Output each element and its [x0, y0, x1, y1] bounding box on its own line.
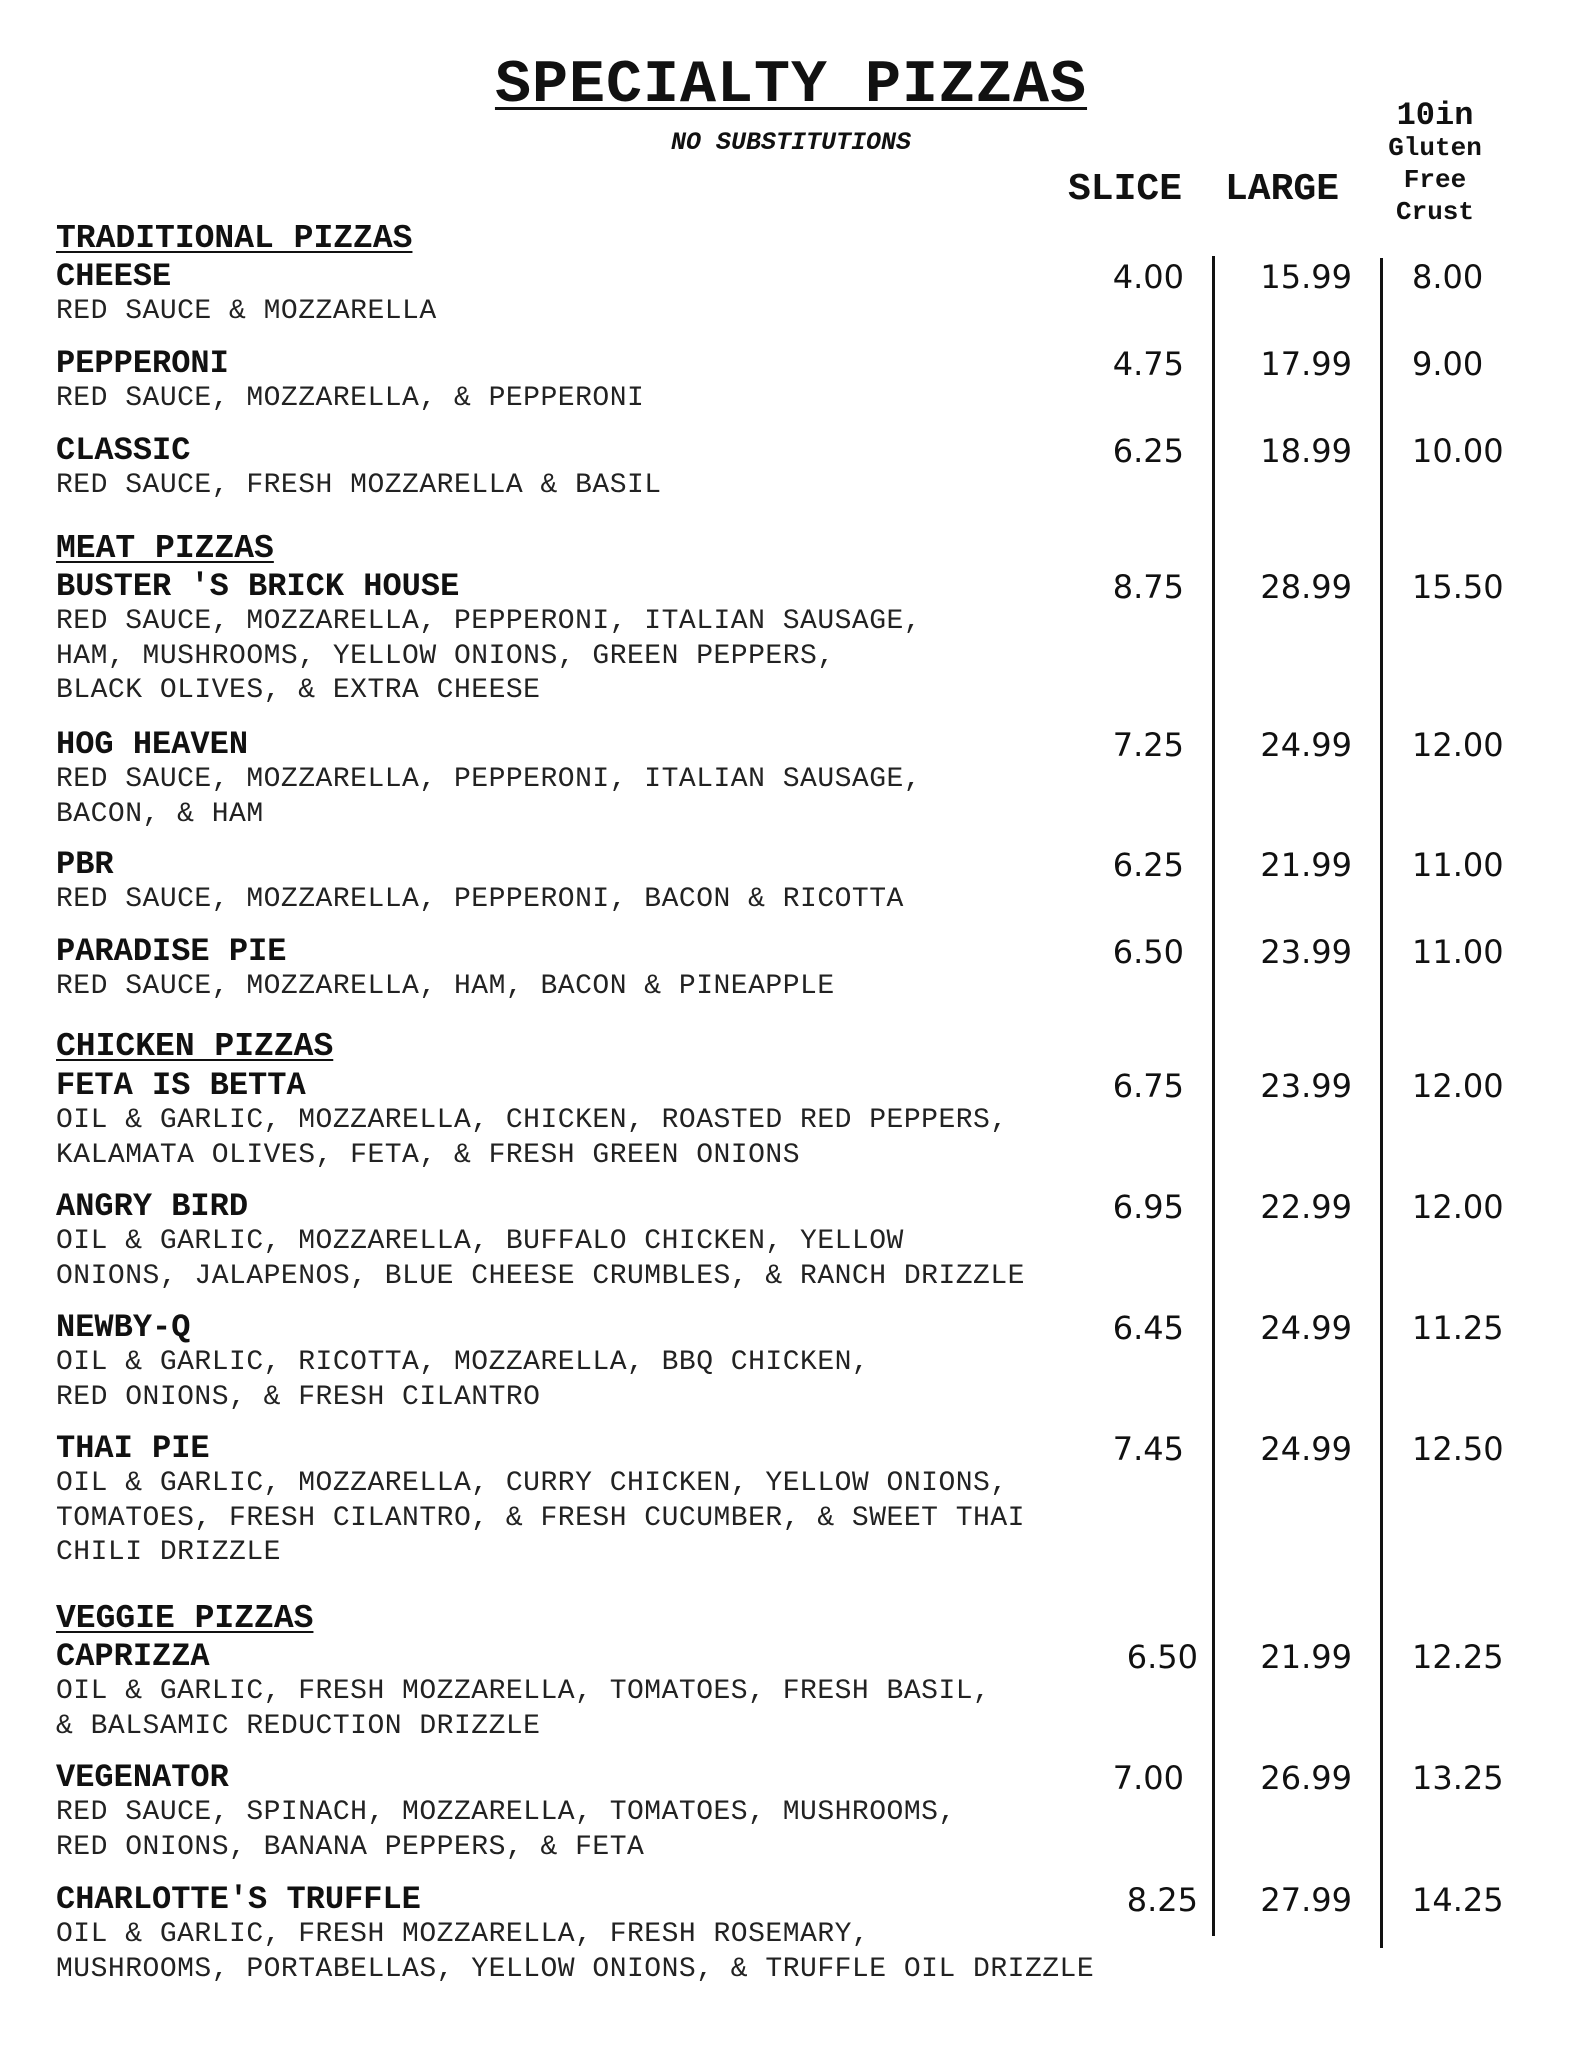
item-description: [56, 763, 1176, 832]
large-price: 22.99: [1260, 1188, 1352, 1226]
description-line: MUSHROOMS, PORTABELLAS, YELLOW ONIONS, & TRUFFLE OIL DRIZZLE: [56, 1953, 1095, 1985]
description-line: BLACK OLIVES, & EXTRA CHEESE: [56, 675, 541, 706]
gf-price: 12.00: [1412, 726, 1504, 764]
description-line: OIL & GARLIC, MOZZARELLA, CHICKEN, ROASTED RED PEPPERS,: [56, 1105, 1008, 1136]
item-name: CLASSIC: [56, 432, 191, 469]
item-description: [56, 382, 1176, 417]
gf-price: 10.00: [1412, 432, 1504, 470]
gf-price: 8.00: [1412, 258, 1484, 296]
gf-price: 14.25: [1412, 1881, 1504, 1919]
description-line: RED SAUCE, MOZZARELLA, & PEPPERONI: [56, 383, 645, 414]
description-line: RED SAUCE, SPINACH, MOZZARELLA, TOMATOES, MUSHROOMS,: [56, 1797, 956, 1828]
description-line: ONIONS, JALAPENOS, BLUE CHEESE CRUMBLES, & RANCH DRIZZLE: [56, 1260, 1025, 1292]
gluten-free-column-header: [1376, 97, 1494, 228]
item-description: [56, 1675, 1176, 1744]
large-price: 21.99: [1260, 1638, 1352, 1676]
description-line: RED ONIONS, & FRESH CILANTRO: [56, 1381, 541, 1413]
description-line: RED SAUCE, MOZZARELLA, PEPPERONI, ITALIAN SAUSAGE,: [56, 606, 922, 637]
large-price: 28.99: [1260, 568, 1352, 606]
slice-price: 6.45: [1112, 1309, 1184, 1347]
large-price: 24.99: [1260, 726, 1352, 764]
slice-price: 7.25: [1112, 726, 1184, 764]
description-line: OIL & GARLIC, FRESH MOZZARELLA, FRESH ROSEMARY,: [56, 1919, 870, 1950]
gf-price: 12.00: [1412, 1067, 1504, 1105]
gf-header-line: 10in: [1396, 97, 1474, 134]
slice-price: 6.50: [1126, 1638, 1198, 1676]
item-description: [56, 1467, 1176, 1571]
description-line: CHILI DRIZZLE: [56, 1537, 281, 1568]
column-divider: [1212, 256, 1215, 1936]
large-price: 27.99: [1260, 1881, 1352, 1919]
item-name: ANGRY BIRD: [56, 1188, 249, 1225]
description-line: RED SAUCE, FRESH MOZZARELLA & BASIL: [56, 470, 662, 501]
gf-header-line: Free: [1403, 165, 1467, 195]
item-name: PEPPERONI: [56, 345, 229, 382]
description-line: & BALSAMIC REDUCTION DRIZZLE: [56, 1710, 541, 1742]
item-name: VEGENATOR: [56, 1759, 229, 1796]
item-description: [56, 1225, 1176, 1294]
section-title: MEAT PIZZAS: [56, 530, 274, 567]
item-description: [56, 1918, 1176, 1987]
item-description: [56, 605, 1176, 709]
description-line: OIL & GARLIC, MOZZARELLA, CURRY CHICKEN, YELLOW ONIONS,: [56, 1468, 1008, 1499]
gf-price: 12.25: [1412, 1638, 1504, 1676]
item-description: [56, 1796, 1176, 1865]
large-price: 24.99: [1260, 1430, 1352, 1468]
gf-price: 12.50: [1412, 1430, 1504, 1468]
item-description: [56, 883, 1176, 918]
item-name: PBR: [56, 846, 114, 883]
large-price: 15.99: [1260, 258, 1352, 296]
large-column-header: LARGE: [1225, 168, 1340, 211]
large-price: 26.99: [1260, 1759, 1352, 1797]
gf-header-line: Gluten: [1388, 133, 1482, 163]
slice-price: 4.00: [1112, 258, 1184, 296]
item-name: CHARLOTTE'S TRUFFLE: [56, 1881, 421, 1918]
slice-price: 6.25: [1112, 846, 1184, 884]
gf-price: 9.00: [1412, 345, 1484, 383]
slice-price: 4.75: [1112, 345, 1184, 383]
description-line: KALAMATA OLIVES, FETA, & FRESH GREEN ONIONS: [56, 1139, 801, 1171]
slice-price: 6.95: [1112, 1188, 1184, 1226]
description-line: OIL & GARLIC, RICOTTA, MOZZARELLA, BBQ CHICKEN,: [56, 1347, 870, 1378]
item-name: CHEESE: [56, 258, 172, 295]
item-name: NEWBY-Q: [56, 1309, 191, 1346]
gf-price: 11.00: [1412, 933, 1504, 971]
item-description: [56, 469, 1176, 504]
gf-price: 15.50: [1412, 568, 1504, 606]
item-description: [56, 970, 1176, 1005]
gf-price: 11.25: [1412, 1309, 1504, 1347]
section-title: CHICKEN PIZZAS: [56, 1028, 334, 1065]
description-line: TOMATOES, FRESH CILANTRO, & FRESH CUCUMBER, & SWEET THAI: [56, 1502, 1025, 1534]
slice-column-header: SLICE: [1068, 168, 1183, 211]
description-line: OIL & GARLIC, MOZZARELLA, BUFFALO CHICKEN, YELLOW: [56, 1226, 904, 1257]
description-line: RED SAUCE, MOZZARELLA, PEPPERONI, BACON & RICOTTA: [56, 884, 904, 915]
subtitle: NO SUBSTITUTIONS: [670, 128, 912, 157]
item-name: PARADISE PIE: [56, 933, 287, 970]
item-name: HOG HEAVEN: [56, 726, 249, 763]
gf-header-line: Crust: [1395, 197, 1474, 227]
description-line: RED SAUCE, MOZZARELLA, PEPPERONI, ITALIAN SAUSAGE,: [56, 764, 922, 795]
section-title: TRADITIONAL PIZZAS: [56, 220, 413, 257]
slice-price: 7.00: [1112, 1759, 1184, 1797]
item-description: [56, 295, 1176, 330]
item-description: [56, 1346, 1176, 1415]
slice-price: 7.45: [1112, 1430, 1184, 1468]
column-divider: [1380, 258, 1383, 1948]
large-price: 18.99: [1260, 432, 1352, 470]
page-title: SPECIALTY PIZZAS: [494, 52, 1088, 120]
item-name: CAPRIZZA: [56, 1638, 210, 1675]
section-title: VEGGIE PIZZAS: [56, 1600, 314, 1637]
slice-price: 6.50: [1112, 933, 1184, 971]
description-line: RED ONIONS, BANANA PEPPERS, & FETA: [56, 1831, 645, 1863]
description-line: RED SAUCE & MOZZARELLA: [56, 296, 437, 327]
large-price: 23.99: [1260, 1067, 1352, 1105]
item-name: THAI PIE: [56, 1430, 210, 1467]
large-price: 24.99: [1260, 1309, 1352, 1347]
item-name: BUSTER 'S BRICK HOUSE: [56, 568, 460, 605]
slice-price: 6.75: [1112, 1067, 1184, 1105]
large-price: 23.99: [1260, 933, 1352, 971]
slice-price: 8.75: [1112, 568, 1184, 606]
description-line: HAM, MUSHROOMS, YELLOW ONIONS, GREEN PEPPERS,: [56, 640, 835, 672]
item-name: FETA IS BETTA: [56, 1067, 306, 1104]
large-price: 17.99: [1260, 345, 1352, 383]
description-line: BACON, & HAM: [56, 798, 264, 830]
item-description: [56, 1104, 1176, 1173]
slice-price: 6.25: [1112, 432, 1184, 470]
gf-price: 13.25: [1412, 1759, 1504, 1797]
large-price: 21.99: [1260, 846, 1352, 884]
description-line: RED SAUCE, MOZZARELLA, HAM, BACON & PINEAPPLE: [56, 971, 835, 1002]
description-line: OIL & GARLIC, FRESH MOZZARELLA, TOMATOES, FRESH BASIL,: [56, 1676, 991, 1707]
gf-price: 11.00: [1412, 846, 1504, 884]
gf-price: 12.00: [1412, 1188, 1504, 1226]
slice-price: 8.25: [1126, 1881, 1198, 1919]
